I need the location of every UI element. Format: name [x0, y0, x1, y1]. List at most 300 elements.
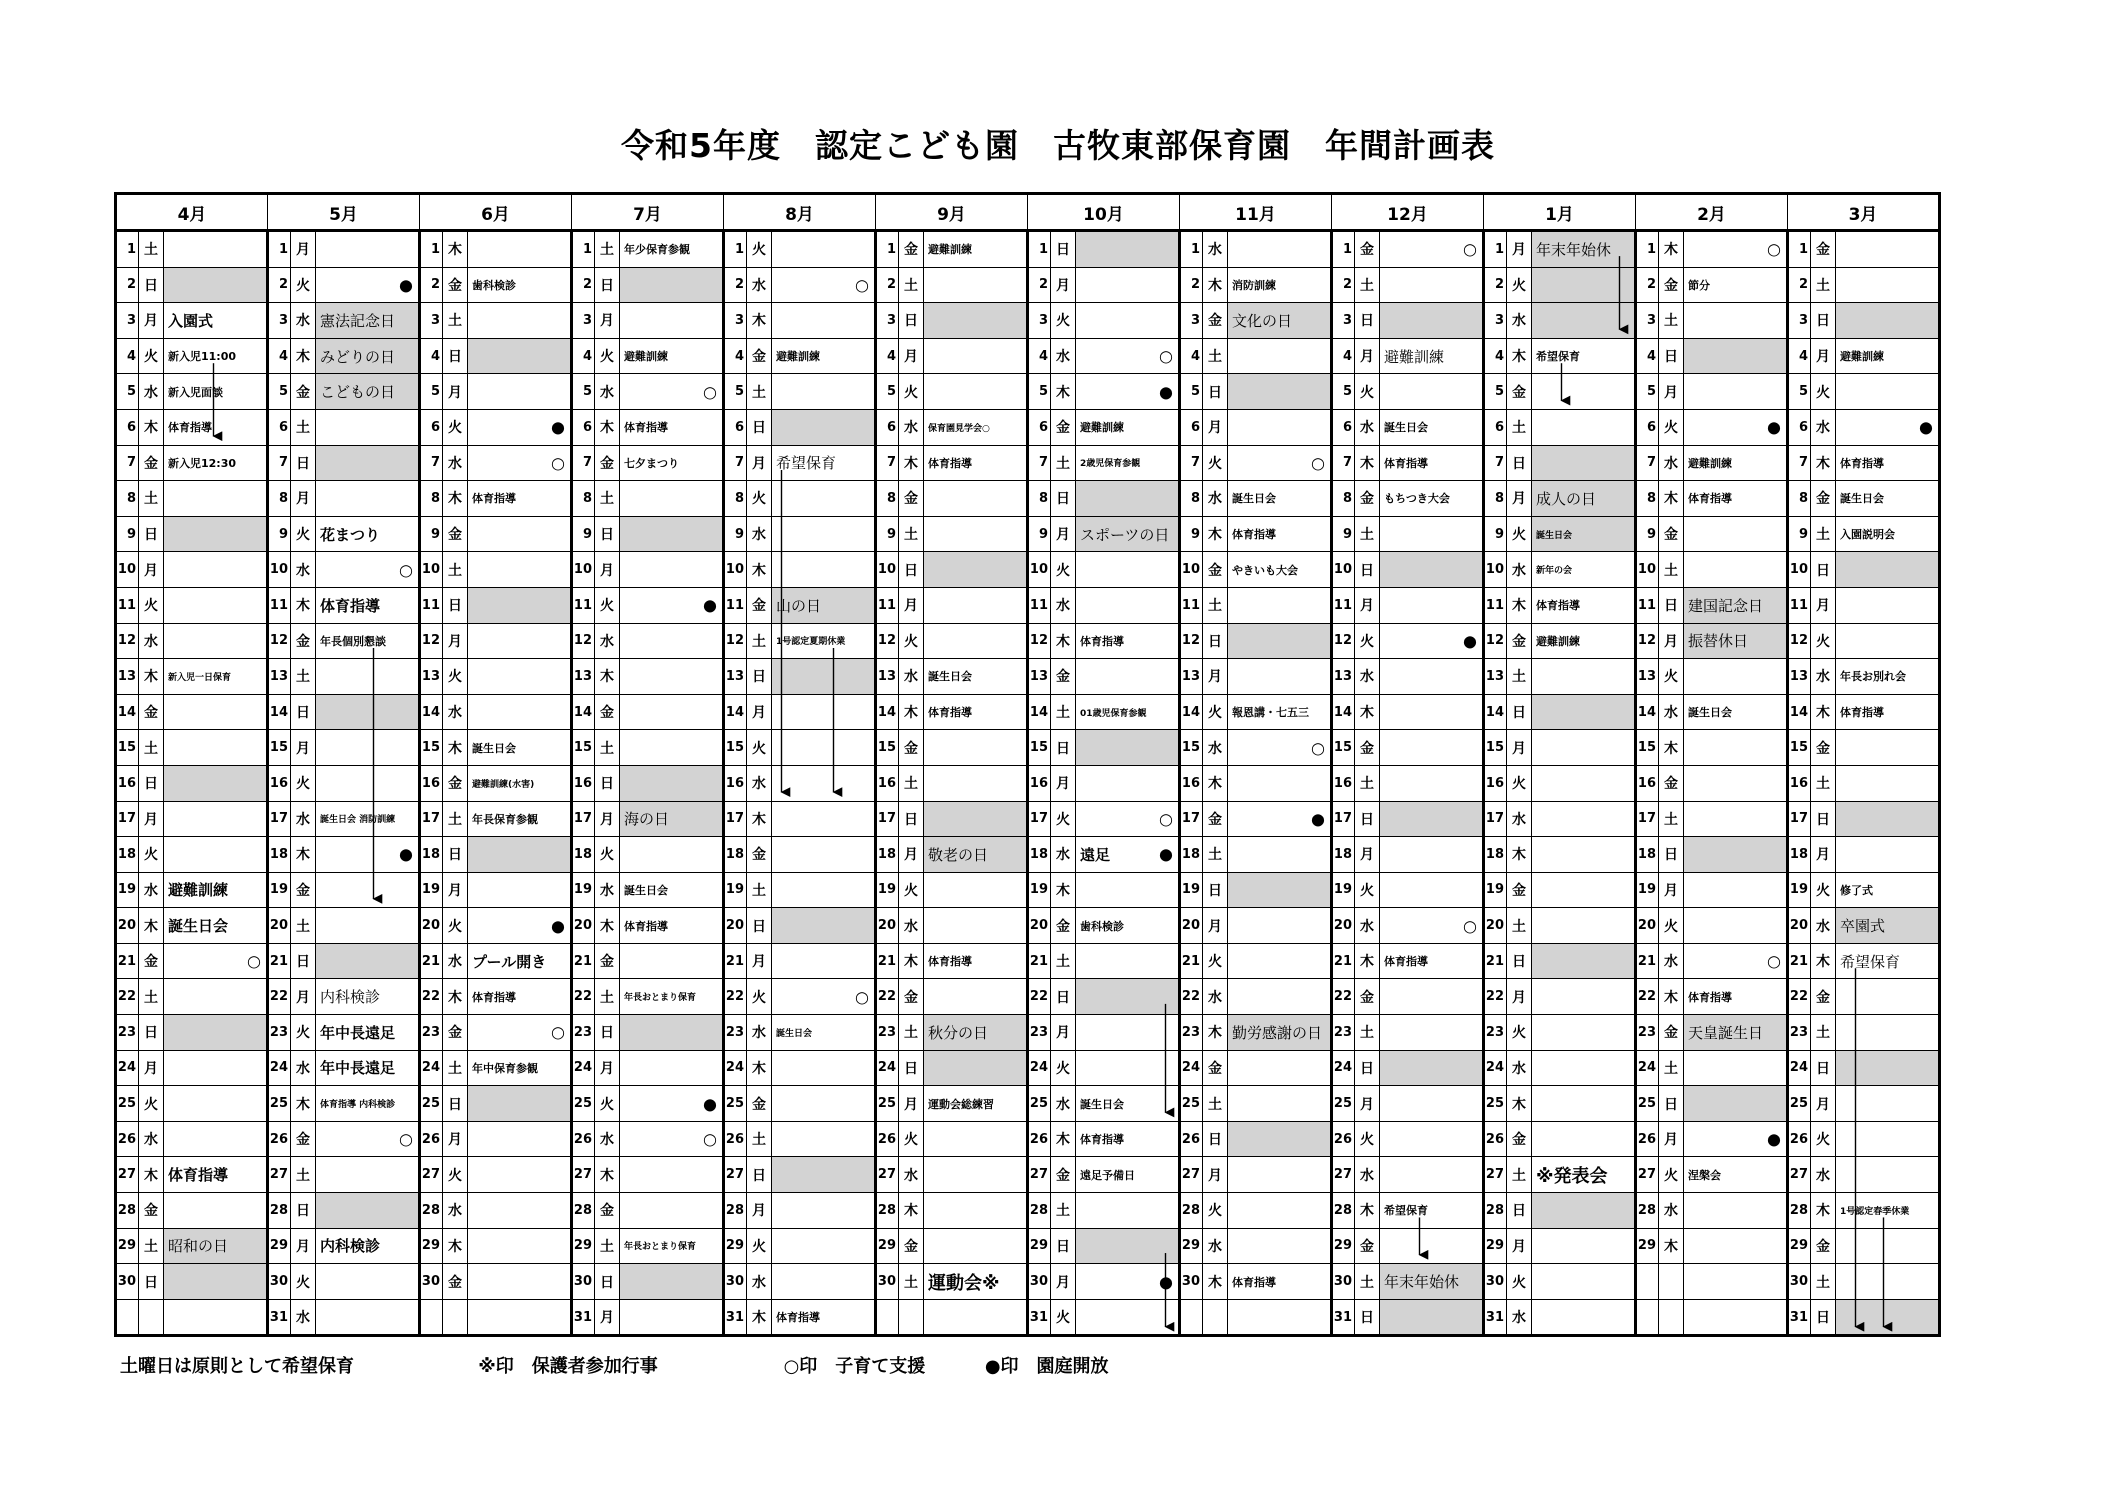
weekday: 木 — [595, 409, 620, 445]
support-mark-icon: ○ — [1463, 916, 1477, 936]
day-number: 23 — [116, 1015, 139, 1051]
event-cell — [164, 943, 268, 979]
day-number: 31 — [1788, 1299, 1811, 1336]
weekday: 木 — [1355, 445, 1380, 481]
day-number: 14 — [116, 694, 139, 730]
day-number: 27 — [1484, 1157, 1507, 1193]
event-cell — [1836, 481, 1940, 517]
weekday: 木 — [139, 908, 164, 944]
event-cell — [164, 908, 268, 944]
event-text: 年長個別懇談 — [320, 634, 386, 648]
weekday: 月 — [747, 694, 772, 730]
day-number: 10 — [572, 552, 595, 588]
weekday: 金 — [899, 1228, 924, 1264]
event-cell — [772, 623, 876, 659]
event-cell — [1684, 481, 1788, 517]
event-cell — [164, 1157, 268, 1193]
day-number: 23 — [1028, 1015, 1051, 1051]
day-number: 7 — [1636, 445, 1659, 481]
event-text: 体育指導 — [776, 1311, 820, 1325]
event-cell — [1076, 837, 1180, 873]
weekday: 土 — [1355, 516, 1380, 552]
event-cell — [1684, 231, 1788, 268]
day-number: 12 — [1028, 623, 1051, 659]
weekday: 水 — [291, 303, 316, 339]
event-cell — [772, 801, 876, 837]
weekday: 木 — [1659, 1228, 1684, 1264]
month-header: 1月 — [1484, 194, 1636, 231]
month-header: 3月 — [1788, 194, 1940, 231]
weekday: 日 — [139, 765, 164, 801]
event-cell — [1228, 872, 1332, 908]
day-number: 16 — [1636, 765, 1659, 801]
event-cell — [1228, 1228, 1332, 1264]
day-number: 21 — [1332, 943, 1355, 979]
event-cell — [468, 516, 572, 552]
day-number: 5 — [1180, 374, 1203, 410]
day-number: 14 — [1788, 694, 1811, 730]
event-text: もちつき大会 — [1384, 492, 1450, 506]
month-header: 2月 — [1636, 194, 1788, 231]
event-cell — [924, 1157, 1028, 1193]
day-number: 24 — [876, 1050, 899, 1086]
event-cell — [164, 1193, 268, 1229]
support-mark-icon: ○ — [399, 1129, 413, 1149]
weekday: 月 — [291, 730, 316, 766]
weekday: 火 — [595, 837, 620, 873]
weekday: 水 — [291, 552, 316, 588]
event-cell — [1836, 1121, 1940, 1157]
event-cell — [620, 908, 724, 944]
day-number: 2 — [1636, 267, 1659, 303]
event-cell — [772, 1299, 876, 1336]
event-cell — [1076, 1299, 1180, 1336]
day-number: 2 — [116, 267, 139, 303]
day-number: 22 — [1636, 979, 1659, 1015]
weekday: 金 — [443, 1015, 468, 1051]
support-mark-icon: ○ — [703, 382, 717, 402]
event-cell — [1684, 1015, 1788, 1051]
day-number: 16 — [116, 765, 139, 801]
event-cell — [772, 445, 876, 481]
event-cell — [1836, 623, 1940, 659]
event-cell — [620, 765, 724, 801]
day-number: 25 — [268, 1086, 291, 1122]
event-cell — [1076, 1121, 1180, 1157]
weekday: 木 — [899, 943, 924, 979]
event-cell — [1532, 338, 1636, 374]
weekday: 水 — [139, 623, 164, 659]
day-number: 27 — [1332, 1157, 1355, 1193]
event-cell — [468, 694, 572, 730]
weekday: 日 — [747, 908, 772, 944]
weekday: 木 — [443, 979, 468, 1015]
day-number: 3 — [876, 303, 899, 339]
day-number: 1 — [420, 231, 443, 268]
event-cell — [1380, 1050, 1484, 1086]
event-text: 年中長遠足 — [320, 1023, 396, 1042]
event-cell — [1228, 623, 1332, 659]
weekday: 火 — [443, 659, 468, 695]
calendar-row — [116, 872, 1940, 908]
weekday: 日 — [1051, 481, 1076, 517]
weekday: 月 — [595, 801, 620, 837]
day-number: 4 — [1636, 338, 1659, 374]
weekday: 日 — [595, 516, 620, 552]
event-text: 誕生日会 — [168, 917, 229, 936]
day-number: 12 — [572, 623, 595, 659]
weekday: 水 — [291, 1050, 316, 1086]
event-text: 01歳児保育参観 — [1080, 708, 1147, 719]
event-cell — [772, 303, 876, 339]
event-cell — [164, 1299, 268, 1336]
weekday: 木 — [1507, 837, 1532, 873]
calendar-row — [116, 837, 1940, 873]
weekday: 木 — [1659, 231, 1684, 268]
event-cell — [620, 872, 724, 908]
weekday: 土 — [443, 801, 468, 837]
day-number: 13 — [1484, 659, 1507, 695]
day-number: 14 — [1332, 694, 1355, 730]
event-cell — [316, 587, 420, 623]
event-cell — [1380, 516, 1484, 552]
day-number: 22 — [268, 979, 291, 1015]
weekday: 水 — [1203, 231, 1228, 268]
day-number: 4 — [1180, 338, 1203, 374]
day-number: 23 — [420, 1015, 443, 1051]
day-number: 27 — [268, 1157, 291, 1193]
weekday: 土 — [1203, 338, 1228, 374]
weekday: 水 — [1659, 445, 1684, 481]
day-number — [420, 1299, 443, 1336]
weekday: 水 — [899, 409, 924, 445]
event-cell — [1076, 623, 1180, 659]
day-number: 4 — [572, 338, 595, 374]
weekday: 水 — [899, 908, 924, 944]
day-number: 22 — [572, 979, 595, 1015]
weekday: 火 — [595, 1086, 620, 1122]
event-cell — [1380, 659, 1484, 695]
day-number: 21 — [1788, 943, 1811, 979]
event-cell — [1532, 908, 1636, 944]
event-text: 花まつり — [320, 525, 381, 544]
event-cell — [1228, 409, 1332, 445]
weekday: 水 — [443, 694, 468, 730]
day-number: 7 — [116, 445, 139, 481]
support-mark-icon: ○ — [1159, 346, 1173, 366]
calendar-row — [116, 1299, 1940, 1336]
weekday: 火 — [1659, 1157, 1684, 1193]
event-cell — [1836, 374, 1940, 410]
weekday: 水 — [139, 374, 164, 410]
weekday: 金 — [1507, 374, 1532, 410]
event-cell — [1228, 943, 1332, 979]
event-cell — [1076, 1228, 1180, 1264]
day-number: 11 — [268, 587, 291, 623]
weekday: 日 — [1659, 837, 1684, 873]
day-number: 22 — [724, 979, 747, 1015]
garden-open-mark-icon: ● — [703, 1094, 717, 1114]
event-cell — [1380, 587, 1484, 623]
event-cell — [1380, 837, 1484, 873]
event-cell — [468, 801, 572, 837]
day-number: 22 — [1484, 979, 1507, 1015]
event-text: 体育指導 — [624, 421, 668, 435]
calendar-row — [116, 1050, 1940, 1086]
weekday: 土 — [1811, 516, 1836, 552]
garden-open-mark-icon: ● — [1919, 417, 1933, 437]
weekday: 水 — [1811, 659, 1836, 695]
weekday: 日 — [443, 587, 468, 623]
weekday: 火 — [1507, 765, 1532, 801]
day-number: 25 — [1636, 1086, 1659, 1122]
day-number: 18 — [876, 837, 899, 873]
event-cell — [164, 1050, 268, 1086]
event-cell — [1228, 1193, 1332, 1229]
garden-open-mark-icon: ● — [1159, 844, 1173, 864]
day-number: 19 — [116, 872, 139, 908]
event-cell — [1532, 659, 1636, 695]
event-cell — [1684, 338, 1788, 374]
event-cell — [1380, 481, 1484, 517]
weekday: 金 — [1659, 1015, 1684, 1051]
event-cell — [1532, 516, 1636, 552]
weekday: 日 — [1355, 552, 1380, 588]
weekday: 火 — [1811, 623, 1836, 659]
garden-open-mark-icon: ● — [399, 844, 413, 864]
calendar-row — [116, 943, 1940, 979]
weekday: 金 — [595, 943, 620, 979]
weekday: 金 — [1355, 979, 1380, 1015]
weekday: 月 — [747, 943, 772, 979]
day-number: 11 — [1788, 587, 1811, 623]
event-text: 体育指導 — [1232, 1275, 1276, 1289]
event-text: 誕生日会 — [776, 1028, 813, 1039]
weekday: 水 — [139, 1121, 164, 1157]
event-text: プール開き — [472, 952, 547, 971]
event-text: 報恩講・七五三 — [1232, 706, 1309, 720]
event-text: 昭和の日 — [168, 1237, 229, 1256]
event-text: 新入児12:30 — [168, 456, 237, 470]
weekday: 月 — [139, 552, 164, 588]
event-cell — [772, 872, 876, 908]
day-number: 4 — [876, 338, 899, 374]
event-cell — [164, 231, 268, 268]
event-text: 新年の会 — [1536, 566, 1573, 577]
day-number: 18 — [1484, 837, 1507, 873]
weekday: 水 — [1051, 338, 1076, 374]
event-cell — [1684, 908, 1788, 944]
event-cell — [1684, 730, 1788, 766]
day-number: 18 — [268, 837, 291, 873]
event-cell — [772, 587, 876, 623]
event-cell — [1836, 552, 1940, 588]
event-cell — [1380, 552, 1484, 588]
weekday: 金 — [899, 979, 924, 1015]
day-number: 15 — [420, 730, 443, 766]
weekday: 土 — [139, 730, 164, 766]
weekday: 火 — [443, 1157, 468, 1193]
event-cell — [924, 445, 1028, 481]
weekday: 火 — [1203, 694, 1228, 730]
day-number: 23 — [1484, 1015, 1507, 1051]
event-text: 建国記念日 — [1688, 596, 1764, 615]
day-number: 17 — [1332, 801, 1355, 837]
event-cell — [316, 481, 420, 517]
day-number: 27 — [572, 1157, 595, 1193]
support-mark-icon: ○ — [1311, 738, 1325, 758]
day-number: 20 — [268, 908, 291, 944]
weekday: 日 — [1659, 1086, 1684, 1122]
event-cell — [1076, 231, 1180, 268]
day-number: 15 — [116, 730, 139, 766]
day-number: 12 — [1180, 623, 1203, 659]
weekday: 火 — [899, 374, 924, 410]
weekday: 土 — [291, 908, 316, 944]
event-cell — [1836, 516, 1940, 552]
weekday: 木 — [1203, 267, 1228, 303]
day-number: 1 — [876, 231, 899, 268]
event-cell — [1684, 1050, 1788, 1086]
day-number: 21 — [268, 943, 291, 979]
day-number: 30 — [1180, 1264, 1203, 1300]
event-cell — [468, 1086, 572, 1122]
day-number: 25 — [116, 1086, 139, 1122]
weekday: 日 — [747, 1157, 772, 1193]
legend-guardian-events: ※印 保護者参加行事 — [478, 1356, 658, 1377]
day-number: 9 — [1788, 516, 1811, 552]
event-cell — [620, 587, 724, 623]
weekday: 日 — [1507, 943, 1532, 979]
weekday: 月 — [1355, 1086, 1380, 1122]
event-text: 誕生日会 消防訓練 — [320, 815, 396, 826]
weekday: 木 — [747, 1299, 772, 1336]
day-number: 16 — [876, 765, 899, 801]
event-cell — [1076, 516, 1180, 552]
day-number: 18 — [1028, 837, 1051, 873]
event-text: 成人の日 — [1536, 489, 1597, 508]
day-number: 21 — [1180, 943, 1203, 979]
day-number — [876, 1299, 899, 1336]
event-cell — [316, 979, 420, 1015]
event-text: 希望保育 — [776, 454, 837, 473]
weekday: 土 — [1051, 1193, 1076, 1229]
weekday: 金 — [899, 231, 924, 268]
event-cell — [620, 1264, 724, 1300]
day-number: 15 — [876, 730, 899, 766]
event-cell — [316, 1050, 420, 1086]
calendar-row — [116, 231, 1940, 268]
day-number: 13 — [724, 659, 747, 695]
day-number: 26 — [572, 1121, 595, 1157]
event-cell — [164, 837, 268, 873]
event-cell — [164, 730, 268, 766]
event-cell — [1532, 979, 1636, 1015]
event-text: 避難訓練(水害) — [472, 779, 535, 790]
day-number: 14 — [1028, 694, 1051, 730]
weekday: 木 — [1659, 730, 1684, 766]
weekday: 日 — [747, 409, 772, 445]
day-number: 25 — [1484, 1086, 1507, 1122]
day-number: 29 — [572, 1228, 595, 1264]
weekday: 水 — [1507, 1050, 1532, 1086]
event-cell — [1380, 1086, 1484, 1122]
day-number: 13 — [420, 659, 443, 695]
event-text: 誕生日会 — [1688, 706, 1732, 720]
event-cell — [1836, 231, 1940, 268]
event-cell — [1228, 659, 1332, 695]
event-text: 避難訓練 — [1840, 350, 1884, 364]
calendar-row — [116, 1121, 1940, 1157]
event-cell — [1228, 338, 1332, 374]
day-number: 15 — [572, 730, 595, 766]
day-number: 24 — [1332, 1050, 1355, 1086]
day-number: 13 — [876, 659, 899, 695]
weekday: 金 — [1811, 231, 1836, 268]
day-number: 21 — [876, 943, 899, 979]
weekday: 月 — [1051, 267, 1076, 303]
day-number: 9 — [1484, 516, 1507, 552]
weekday: 日 — [1355, 801, 1380, 837]
event-cell — [316, 908, 420, 944]
event-cell — [620, 374, 724, 410]
weekday: 木 — [1811, 943, 1836, 979]
event-text: 内科検診 — [320, 1237, 381, 1256]
weekday: 火 — [1507, 267, 1532, 303]
event-cell — [1076, 587, 1180, 623]
day-number: 16 — [1028, 765, 1051, 801]
weekday: 水 — [1203, 979, 1228, 1015]
day-number: 19 — [1484, 872, 1507, 908]
day-number: 19 — [1180, 872, 1203, 908]
event-cell — [1532, 801, 1636, 837]
weekday: 月 — [291, 481, 316, 517]
annual-calendar-table — [114, 192, 1941, 1337]
event-text: 体育指導 — [1384, 456, 1428, 470]
event-cell — [1076, 1264, 1180, 1300]
event-text: 誕生日会 — [928, 670, 972, 684]
event-cell — [620, 1193, 724, 1229]
weekday: 金 — [1051, 1157, 1076, 1193]
day-number: 9 — [724, 516, 747, 552]
event-cell — [620, 1299, 724, 1336]
day-number: 22 — [420, 979, 443, 1015]
event-cell — [924, 1121, 1028, 1157]
day-number: 15 — [1788, 730, 1811, 766]
event-text: 新入児11:00 — [168, 350, 237, 364]
event-cell — [1836, 1193, 1940, 1229]
day-number: 6 — [1028, 409, 1051, 445]
weekday: 月 — [291, 231, 316, 268]
day-number: 28 — [420, 1193, 443, 1229]
event-text: 新入児一日保育 — [168, 672, 232, 683]
event-cell — [1076, 1015, 1180, 1051]
event-text: 体育指導 — [928, 456, 972, 470]
day-number: 11 — [1636, 587, 1659, 623]
event-cell — [1532, 765, 1636, 801]
weekday: 日 — [1811, 552, 1836, 588]
event-text: 歯科検診 — [472, 278, 516, 292]
event-text: 体育指導 — [1536, 599, 1580, 613]
day-number: 14 — [572, 694, 595, 730]
event-cell — [468, 659, 572, 695]
weekday: 土 — [1507, 1157, 1532, 1193]
day-number — [1180, 1299, 1203, 1336]
event-cell — [316, 374, 420, 410]
day-number: 14 — [268, 694, 291, 730]
event-cell — [1532, 1193, 1636, 1229]
weekday: 土 — [595, 231, 620, 268]
